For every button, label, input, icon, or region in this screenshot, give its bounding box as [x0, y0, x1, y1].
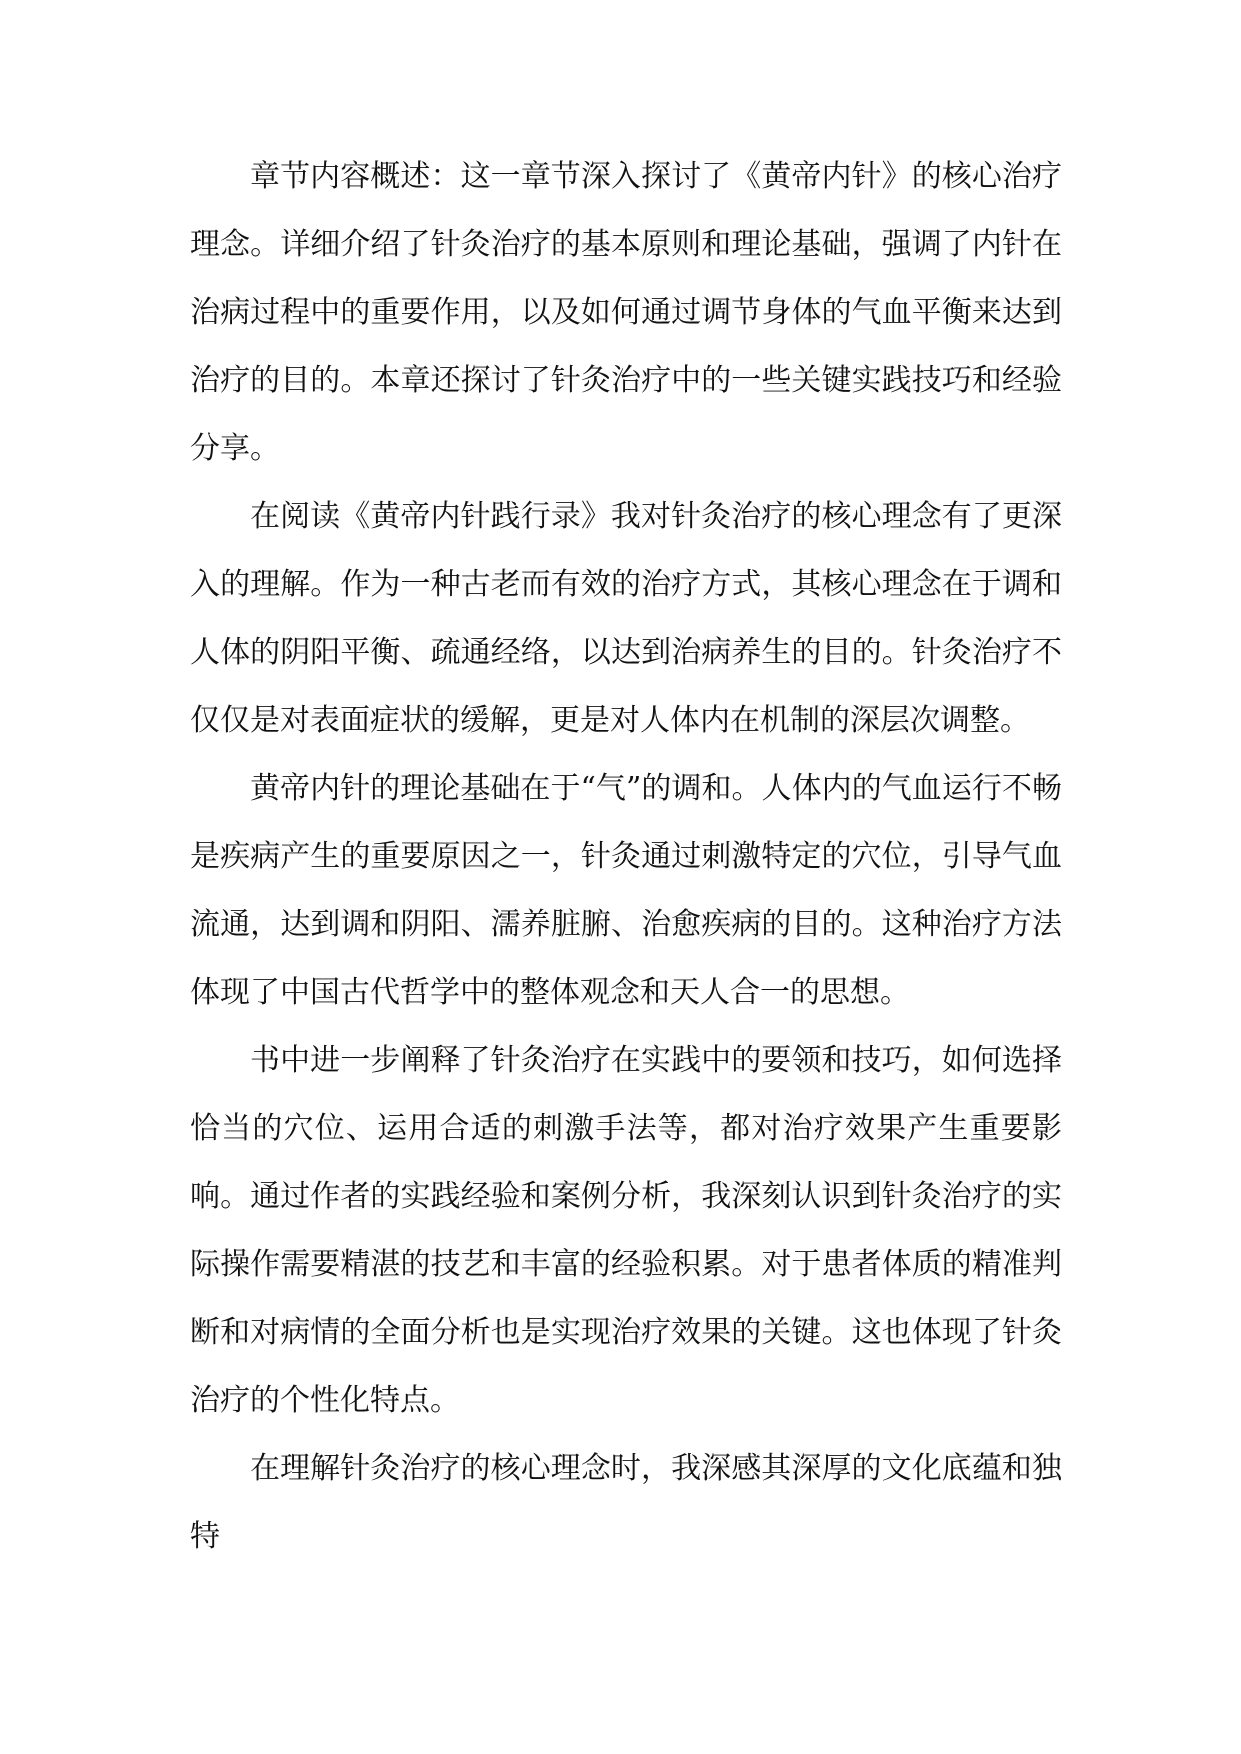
- paragraph-core-concept: 在阅读《黄帝内针践行录》我对针灸治疗的核心理念有了更深入的理解。作为一种古老而有效的治疗方式，其核心理念在于调和人体的阴阳平衡、疏通经络，以达到治病养生的目的。针灸治疗不仅仅是对表面症状的缓解，更是对人体内在机制的深层次调整。: [190, 499, 1062, 738]
- paragraph-practice-skills: 书中进一步阐释了针灸治疗在实践中的要领和技巧，如何选择恰当的穴位、运用合适的刺激手法等，都对治疗效果产生重要影响。通过作者的实践经验和案例分析，我深刻认识到针灸治疗的实际操作需要精湛的技艺和丰富的经验积累。对于患者体质的精准判断和对病情的全面分析也是实现治疗效果的关键。这也体现了针灸治疗的个性化特点。: [190, 1043, 1062, 1418]
- paragraph-theory-basis: 黄帝内针的理论基础在于“气”的调和。人体内的气血运行不畅是疾病产生的重要原因之一，针灸通过刺激特定的穴位，引导气血流通，达到调和阴阳、濡养脏腑、治愈疾病的目的。这种治疗方法体现了中国古代哲学中的整体观念和天人合一的思想。: [190, 771, 1062, 1010]
- paragraph-chapter-summary: 章节内容概述：这一章节深入探讨了《黄帝内针》的核心治疗理念。详细介绍了针灸治疗的基本原则和理论基础，强调了内针在治病过程中的重要作用，以及如何通过调节身体的气血平衡来达到治疗的目的。本章还探讨了针灸治疗中的一些关键实践技巧和经验分享。: [190, 159, 1062, 466]
- paragraph-cultural-understanding: 在理解针灸治疗的核心理念时，我深感其深厚的文化底蕴和独特: [190, 1451, 1062, 1554]
- document-body: [190, 143, 1062, 1571]
